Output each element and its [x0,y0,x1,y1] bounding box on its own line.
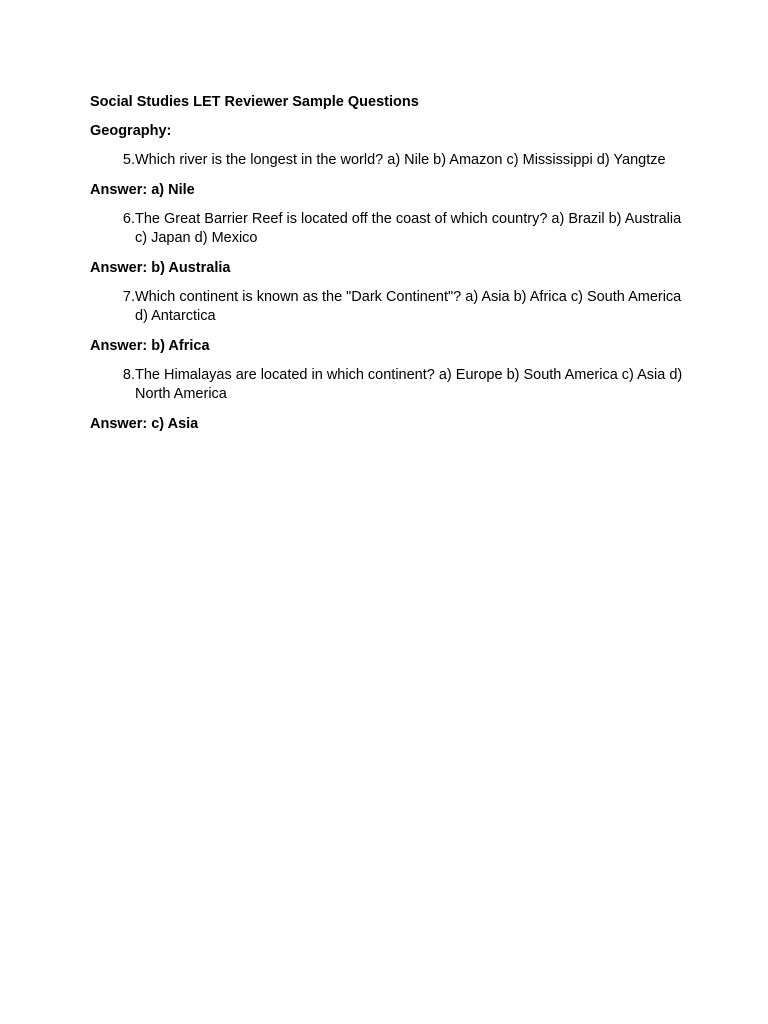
question-number: 6. [122,210,135,227]
question-number: 7. [122,288,135,305]
question-item [90,151,690,171]
question-text: Which river is the longest in the world? a) Nile b) Amazon c) Mississippi d) Yangtze [135,152,666,168]
question-text: The Himalayas are located in which continent? a) Europe b) South America c) Asia d) North America [135,366,683,402]
question-text: Which continent is known as the "Dark Continent"? a) Asia b) Africa c) South America d) Antarctica [135,288,682,324]
question-item [90,210,690,249]
answer-text: Answer: c) Asia [90,415,199,432]
question-item [90,366,690,405]
answer-text: Answer: b) Australia [90,259,231,276]
answer-text: Answer: a) Nile [90,181,195,198]
question-number: 5. [122,152,135,168]
question-number: 8. [122,366,135,383]
answer-text: Answer: b) Africa [90,337,210,354]
document-page [90,93,690,444]
section-heading-geography: Geography: [90,123,172,139]
question-item [90,288,690,327]
document-title: Social Studies LET Reviewer Sample Questions [90,94,419,110]
question-text: The Great Barrier Reef is located off the coast of which country? a) Brazil b) Australia c) Japan d) Mexico [135,210,682,246]
